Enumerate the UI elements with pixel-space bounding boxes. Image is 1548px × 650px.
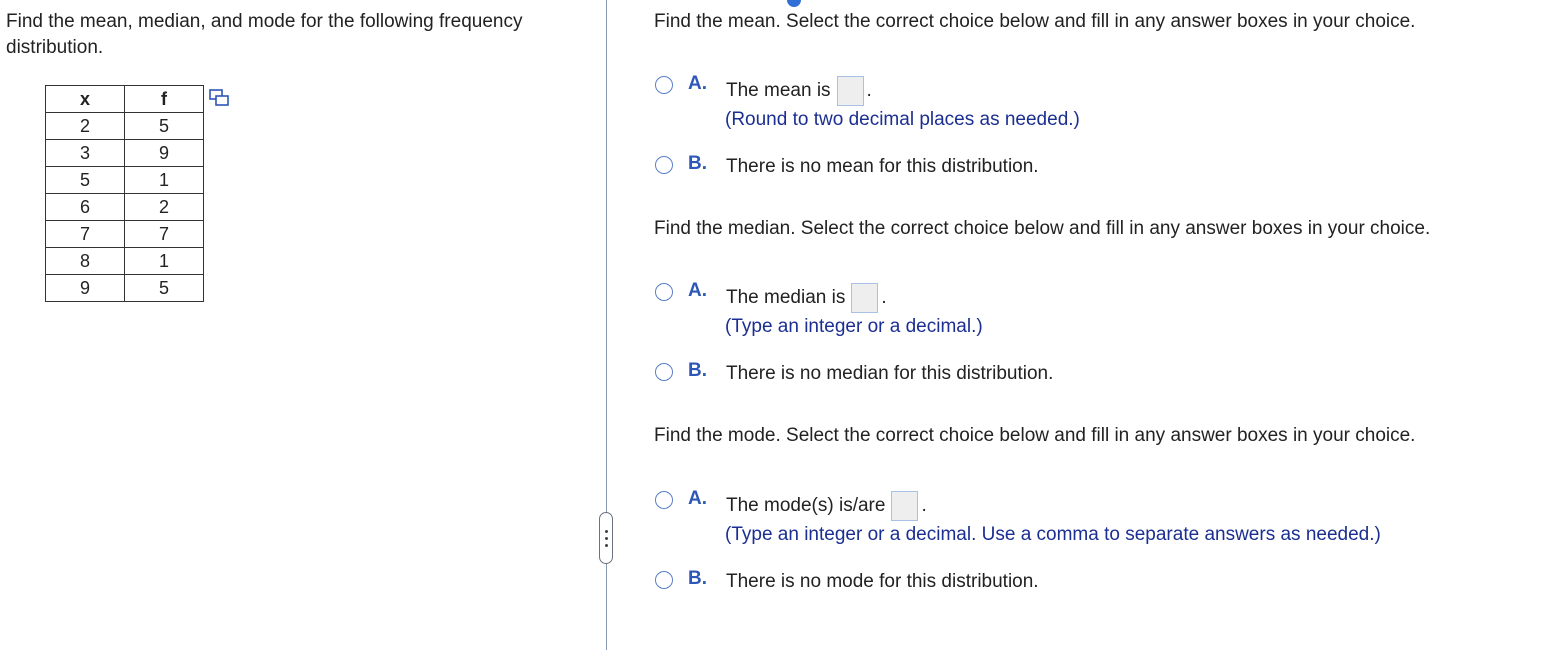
median-hint: (Type an integer or a decimal.) bbox=[725, 316, 983, 337]
mode-choice-a-letter: A. bbox=[688, 488, 707, 509]
median-choice-a-text bbox=[726, 283, 887, 313]
table-row bbox=[46, 194, 204, 221]
mean-choice-b-text: There is no mean for this distribution. bbox=[726, 156, 1039, 177]
mean-hint: (Round to two decimal places as needed.) bbox=[725, 109, 1080, 130]
table-row bbox=[46, 167, 204, 194]
mode-choice-b-text: There is no mode for this distribution. bbox=[726, 571, 1039, 592]
median-period: . bbox=[881, 287, 887, 308]
mean-answer-box[interactable] bbox=[837, 76, 864, 106]
mean-choice-a-text bbox=[726, 76, 872, 106]
table-cell-x: 8 bbox=[46, 248, 125, 275]
mode-choice-b-radio[interactable] bbox=[655, 571, 673, 589]
median-choice-a-letter: A. bbox=[688, 280, 707, 301]
mode-hint: (Type an integer or a decimal. Use a comma to separate answers as needed.) bbox=[725, 524, 1381, 545]
mean-choice-b-letter: B. bbox=[688, 153, 707, 174]
mode-choice-a-radio[interactable] bbox=[655, 491, 673, 509]
mode-choice-a-label: The mode(s) is/are bbox=[726, 495, 886, 516]
table-cell-f: 9 bbox=[125, 140, 204, 167]
frequency-table bbox=[45, 85, 204, 302]
mode-period: . bbox=[921, 495, 927, 516]
column-header-f: f bbox=[125, 86, 204, 113]
table-cell-x: 5 bbox=[46, 167, 125, 194]
table-cell-x: 6 bbox=[46, 194, 125, 221]
median-choice-b-text: There is no median for this distribution. bbox=[726, 363, 1054, 384]
median-choice-a-label: The median is bbox=[726, 287, 846, 308]
table-cell-x: 3 bbox=[46, 140, 125, 167]
copy-icon[interactable] bbox=[209, 89, 229, 107]
table-row bbox=[46, 221, 204, 248]
mean-prompt: Find the mean. Select the correct choice below and fill in any answer boxes in your choice. bbox=[654, 11, 1416, 32]
table-row bbox=[46, 113, 204, 140]
median-choice-b-radio[interactable] bbox=[655, 363, 673, 381]
mode-choice-b-letter: B. bbox=[688, 568, 707, 589]
table-row bbox=[46, 275, 204, 302]
table-cell-f: 5 bbox=[125, 275, 204, 302]
table-cell-x: 2 bbox=[46, 113, 125, 140]
table-cell-x: 9 bbox=[46, 275, 125, 302]
table-cell-f: 1 bbox=[125, 248, 204, 275]
table-row bbox=[46, 248, 204, 275]
median-choice-a-radio[interactable] bbox=[655, 283, 673, 301]
mode-choice-a-text bbox=[726, 491, 927, 521]
table-header-row bbox=[46, 86, 204, 113]
table-cell-f: 1 bbox=[125, 167, 204, 194]
mean-choice-b-radio[interactable] bbox=[655, 156, 673, 174]
mean-choice-a-letter: A. bbox=[688, 73, 707, 94]
mean-choice-a-radio[interactable] bbox=[655, 76, 673, 94]
table-cell-f: 5 bbox=[125, 113, 204, 140]
mean-choice-a-label: The mean is bbox=[726, 80, 831, 101]
table-row bbox=[46, 140, 204, 167]
mode-answer-box[interactable] bbox=[891, 491, 918, 521]
median-prompt: Find the median. Select the correct choice below and fill in any answer boxes in your choice. bbox=[654, 218, 1431, 239]
answer-pane bbox=[607, 0, 1548, 650]
mode-prompt: Find the mode. Select the correct choice below and fill in any answer boxes in your choice. bbox=[654, 425, 1416, 446]
table-cell-f: 2 bbox=[125, 194, 204, 221]
question-pane bbox=[0, 0, 606, 650]
table-cell-x: 7 bbox=[46, 221, 125, 248]
median-choice-b-letter: B. bbox=[688, 360, 707, 381]
column-header-x: x bbox=[46, 86, 125, 113]
mean-period: . bbox=[866, 80, 872, 101]
question-text: Find the mean, median, and mode for the following frequency distribution. bbox=[6, 11, 523, 58]
median-answer-box[interactable] bbox=[851, 283, 878, 313]
table-cell-f: 7 bbox=[125, 221, 204, 248]
